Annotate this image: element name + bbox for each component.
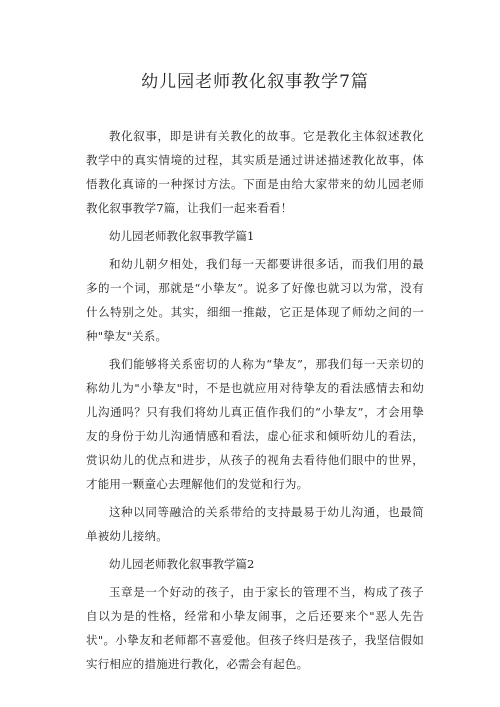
body-paragraph: 玉章是一个好动的孩子，由于家长的管理不当，构成了孩子自以为是的性格，经常和小挚友闹事，之后还要来个"恶人先告状"。小挚友和老师都不喜爱他。但孩子终归是孩子，我坚信假如实行相应的措施进行教化，必需会有起色。 <box>86 585 424 671</box>
intro-paragraph: 教化叙事，即是讲有关教化的故事。它是教化主体叙述教化教学中的真实情境的过程，其实质是通过讲述描述教化故事，体悟教化真谛的一种探讨方法。下面是由给大家带来的幼儿园老师教化叙事教学7篇，让我们一起来看看！ <box>86 129 424 215</box>
body-paragraph: 和幼儿朝夕相处，我们每一天都要讲很多话，而我们用的最多的一个词，那就是“小挚友”。说多了好像也就习以为常，没有什么特别之处。其实，细细一推敲，它正是体现了师幼之间的一种"挚友"关系。 <box>86 257 424 343</box>
section-heading-1: 幼儿园老师教化叙事教学篇1 <box>109 229 255 243</box>
section-heading-2: 幼儿园老师教化叙事教学篇2 <box>109 557 255 571</box>
body-paragraph: 这种以同等融洽的关系带给的支持最易于幼儿沟通，也最简单被幼儿接纳。 <box>86 505 424 543</box>
document-title: 幼儿园老师教化叙事教学7篇 <box>141 72 369 92</box>
body-paragraph: 我们能够将关系密切的人称为“挚友”，那我们每一天亲切的称幼儿为"小挚友"时，不是也就应用对待挚友的看法感情去和幼儿沟通吗？只有我们将幼儿真正值作我们的“小挚友”，才会用挚友的身份于幼儿沟通情感和看法，虚心征求和倾听幼儿的看法，赏识幼儿的优点和进步，从孩子的视角去看待他们眼中的世界，才能用一颗童心去理解他们的发觉和行为。 <box>86 357 424 491</box>
